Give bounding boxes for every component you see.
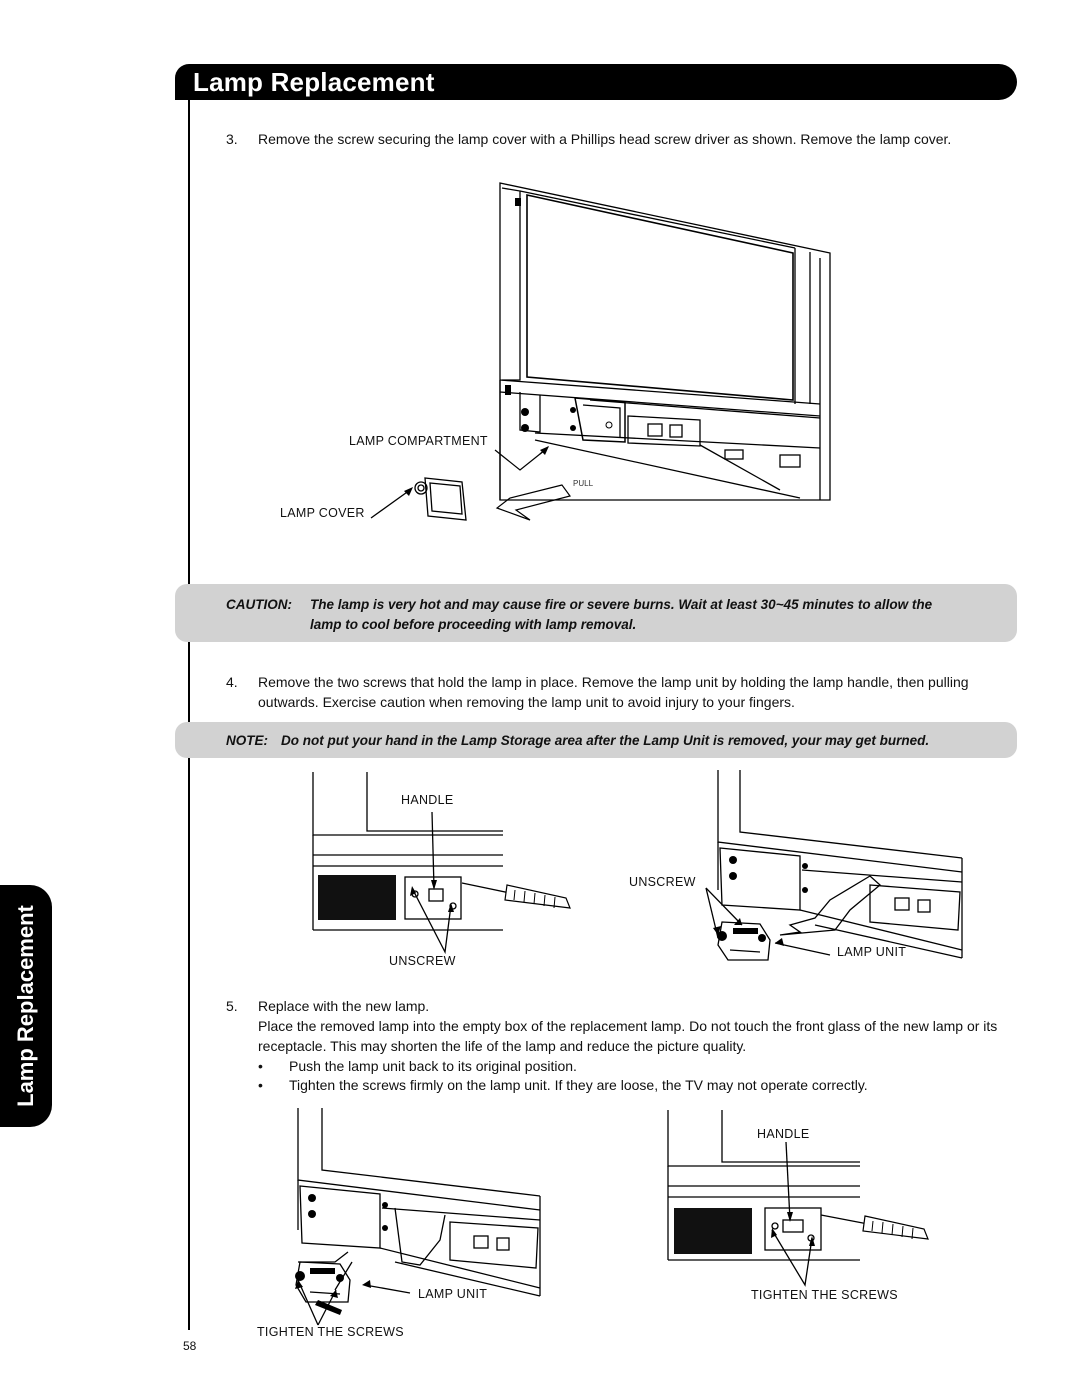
note-label: NOTE:: [226, 733, 268, 748]
lamp-unit-label-2: LAMP UNIT: [418, 1287, 488, 1301]
note-text: Do not put your hand in the Lamp Storage area after the Lamp Unit is removed, your may get burned.: [281, 733, 930, 748]
side-tab-label: Lamp Replacement: [13, 905, 38, 1107]
caution-label: CAUTION:: [226, 597, 292, 612]
pull-label: PULL: [573, 479, 594, 488]
step-3-text: Remove the screw securing the lamp cover with a Phillips head screw driver as shown. Remove the lamp cover.: [258, 131, 952, 147]
lamp-cover-label: LAMP COVER: [280, 506, 365, 520]
lamp-unit-label: LAMP UNIT: [837, 945, 907, 959]
tighten-screws-label-left: TIGHTEN THE SCREWS: [257, 1325, 404, 1339]
unscrew-label-right: UNSCREW: [629, 875, 696, 889]
step-3-number: 3.: [226, 131, 238, 147]
lamp-compartment-label: LAMP COMPARTMENT: [349, 434, 488, 448]
page-number: 58: [183, 1339, 197, 1353]
caution-text: The lamp is very hot and may cause fire or severe burns. Wait at least 30~45 minutes to allow the: [310, 597, 933, 612]
bullet-2-text: Tighten the screws firmly on the lamp unit. If they are loose, the TV may not operate correctly.: [289, 1077, 868, 1093]
unscrew-label-left: UNSCREW: [389, 954, 456, 968]
step-5-title: Replace with the new lamp.: [258, 998, 430, 1014]
step-5-number: 5.: [226, 998, 238, 1014]
bullet-1-text: Push the lamp unit back to its original position.: [289, 1058, 577, 1074]
handle-label: HANDLE: [401, 793, 454, 807]
step-4-text: Remove the two screws that hold the lamp in place. Remove the lamp unit by holding the lamp handle, then pulling outwards. Exercise caution when removing the lamp unit to avoid injury to your fingers.: [258, 674, 969, 710]
tighten-screws-label-right: TIGHTEN THE SCREWS: [751, 1288, 898, 1302]
step-4-number: 4.: [226, 674, 238, 690]
caution-text-2: lamp to cool before proceeding with lamp removal.: [310, 617, 637, 632]
bullet-1-symbol: •: [258, 1058, 263, 1074]
bullet-2-symbol: •: [258, 1077, 263, 1093]
handle-label-2: HANDLE: [757, 1127, 810, 1141]
step-5-text: Place the removed lamp into the empty box of the replacement lamp. Do not touch the front glass of the new lamp or its receptacle. This may shorten the life of the lamp and reduce the picture quality.: [258, 1018, 998, 1054]
page-title: Lamp Replacement: [193, 67, 435, 97]
